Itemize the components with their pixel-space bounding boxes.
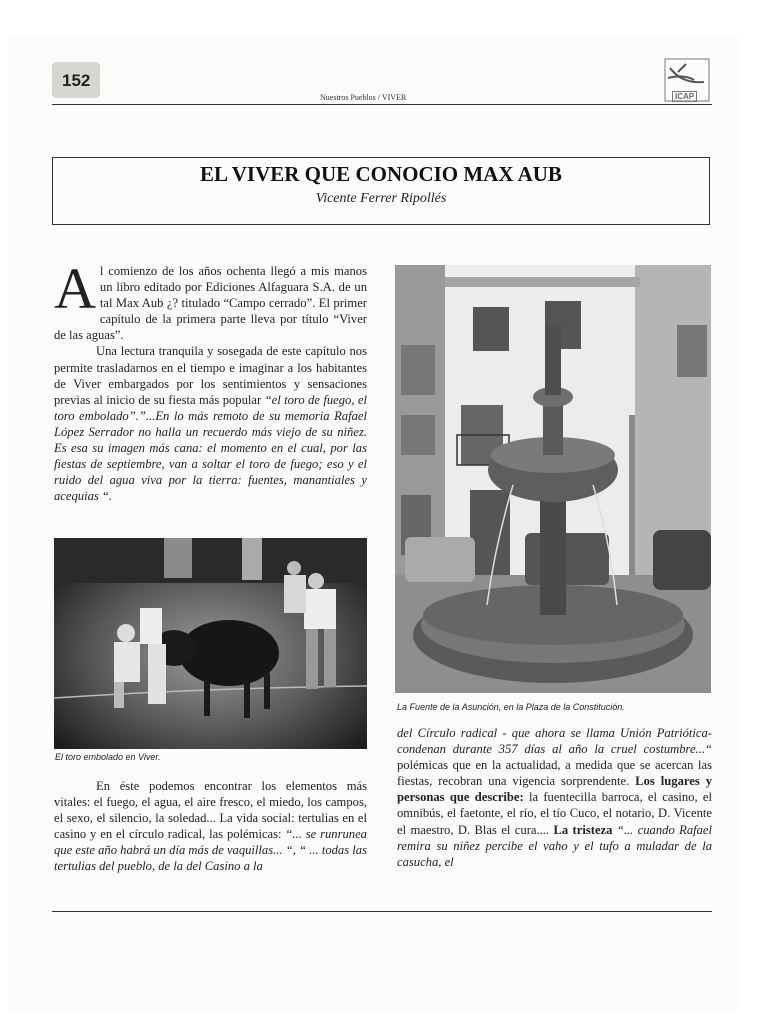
paragraph-4-text: polémicas que en la actualidad, a medida que se acercan las fiestas, recobran una vigencia sorprendente. (397, 758, 712, 789)
title-box (52, 157, 710, 225)
article-title: EL VIVER QUE CONOCIO MAX AUB (200, 162, 562, 186)
places-text: la fuentecilla barroca, el casino, el omnibús, el faetonte, el río, el tío Cuco, el notario, D. Vicente el maestro, D. Blas el cura.... (397, 790, 712, 837)
fountain-photo (395, 265, 711, 693)
header-rule (52, 104, 712, 105)
logo-text: ICAP (672, 91, 697, 102)
bull-photo-caption: El toro embolado en Viver. (55, 752, 161, 762)
paragraph-2-text: Una lectura tranquila y sosegada de este capítulo nos permite trasladarnos en el tiempo e imaginar a los habitantes de Viver embargados por los sentimientos y sensaciones previas al inicio de su fiesta más popular (54, 344, 367, 407)
paragraph-2-quote: “el toro de fuego, el toro embolado”.”...En lo más remoto de su memoria Rafael López Serrador no halla un recuerdo más viejo de su niñez. Es esa su imagen más cana: el momento en el cual, por las fiestas de septiembre, van a soltar el toro de fuego; eso y el ruido del agua viva por la tierra: fuentes, manantiales y acequias “. (54, 392, 367, 504)
sadness-heading: La tristeza (553, 822, 613, 837)
left-column-top (54, 256, 367, 504)
paragraph-3-text: En éste podemos encontrar los elementos más vitales: el fuego, el agua, el aire fresco, el miedo, los campos, el sexo, el silencio, la soledad... La vida social: tertulias en el casino y en el círculo radical, las polémicas: (54, 779, 367, 842)
paragraph-3 (54, 778, 367, 875)
paragraph-1-text: l comienzo de los años ochenta llegó a mis manos un libro editado por Ediciones Alfaguara S.A. de un tal Max Aub ¿? titulado “Campo cerrado”. El primer capítulo de la primera parte lleva por título “Viver de las aguas”. (54, 264, 367, 343)
paragraph-4-quote: del Círculo radical - que ahora se llama Unión Patriótica- condenan durante 357 días al año la cruel costumbre...“ (397, 726, 712, 757)
page-number: 152 (62, 71, 91, 90)
paragraph-3-quote: “... se runrunea que este año habrá un día más de vaquillas... “, “ ... todas las tertulias del pueblo, de la del Casino a la (54, 827, 367, 874)
running-title: Nuestros Pueblos / VIVER (320, 93, 407, 102)
paragraph-1 (54, 256, 367, 343)
bull-photo (54, 538, 367, 749)
places-heading: Los lugares y personas que describe: (397, 774, 712, 805)
article-author: Vicente Ferrer Ripollés (315, 191, 447, 206)
footer-rule (52, 911, 712, 912)
sadness-quote: “... cuando Rafael remira su niñez percibe el vaho y el tufo a muladar de la casucha, el (397, 822, 713, 869)
paragraph-2 (54, 343, 367, 504)
left-column-bottom (54, 778, 367, 875)
paragraph-4 (397, 725, 712, 870)
drop-cap: A (54, 256, 96, 321)
fountain-photo-caption: La Fuente de la Asunción, en la Plaza de la Constitución. (397, 702, 625, 712)
right-column (397, 725, 712, 870)
